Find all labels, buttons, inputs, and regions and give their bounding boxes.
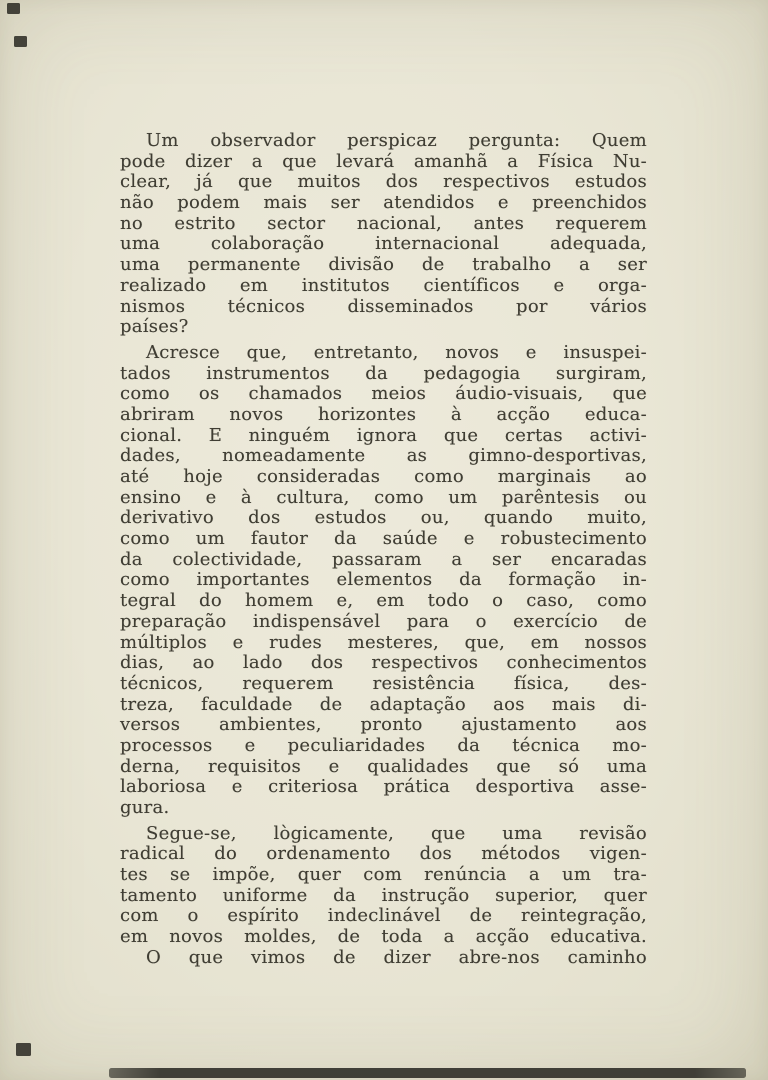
text-line: tados instrumentos da pedagogia surgiram,: [120, 362, 647, 384]
text-line: em novos moldes, de toda a acção educativa.: [120, 926, 647, 948]
text-line: uma permanente divisão de trabalho a ser: [120, 254, 647, 276]
text-line: abriram novos horizontes à acção educa-: [120, 403, 647, 425]
text-line: preparação indispensável para o exercício de: [120, 610, 647, 632]
text-line: nismos técnicos disseminados por vários: [120, 295, 647, 317]
text-line: no estrito sector nacional, antes requerem: [120, 212, 647, 234]
text-line: tes se impõe, quer com renúncia a um tra-: [120, 864, 647, 886]
text-line: O que vimos de dizer abre-nos caminho: [146, 946, 647, 968]
text-line: treza, faculdade de adaptação aos mais di-: [120, 693, 647, 715]
text-line: técnicos, requerem resistência física, des-: [120, 672, 647, 694]
paragraph: [120, 343, 647, 819]
text-line: com o espírito indeclinável de reintegração,: [120, 905, 647, 927]
paragraph: [120, 131, 647, 338]
page-text-block: [120, 131, 647, 969]
text-line: países?: [120, 316, 189, 338]
text-line: ensino e à cultura, como um parêntesis ou: [120, 486, 647, 508]
text-line: dias, ao lado dos respectivos conhecimentos: [120, 652, 647, 674]
text-line: da colectividade, passaram a ser encaradas: [120, 548, 647, 570]
ink-mark-top-left-1: [7, 3, 20, 14]
text-line: tegral do homem e, em todo o caso, como: [120, 590, 647, 612]
text-line: derivativo dos estudos ou, quando muito,: [120, 507, 647, 529]
text-line: derna, requisitos e qualidades que só uma: [120, 755, 647, 777]
scan-shadow-bottom-bar: [109, 1068, 746, 1078]
text-line: dades, nomeadamente as gimno-desportivas,: [120, 445, 647, 467]
text-line: como um fautor da saúde e robustecimento: [120, 528, 647, 550]
paragraph: [120, 948, 647, 969]
text-line: radical do ordenamento dos métodos vigen-: [120, 843, 647, 865]
text-line: como importantes elementos da formação in-: [120, 569, 647, 591]
text-line: laboriosa e criteriosa prática desportiva asse-: [120, 776, 647, 798]
text-line: até hoje consideradas como marginais ao: [120, 466, 647, 487]
ink-mark-bottom-left: [16, 1043, 31, 1056]
text-line: uma colaboração internacional adequada,: [120, 233, 647, 255]
text-line: múltiplos e rudes mesteres, que, em nossos: [120, 631, 647, 653]
text-line: gura.: [120, 797, 170, 818]
text-line: não podem mais ser atendidos e preenchidos: [120, 192, 647, 214]
text-line: pode dizer a que levará amanhã a Física Nu-: [120, 150, 647, 172]
text-line: realizado em institutos científicos e orga-: [120, 274, 647, 296]
text-line: como os chamados meios áudio-visuais, que: [120, 383, 647, 405]
text-line: Acresce que, entretanto, novos e insuspei-: [146, 341, 647, 363]
text-line: clear, já que muitos dos respectivos estudos: [120, 171, 647, 193]
paragraph: [120, 824, 647, 948]
text-line: processos e peculiaridades da técnica mo-: [120, 734, 647, 756]
ink-mark-top-left-2: [14, 36, 27, 47]
text-line: cional. E ninguém ignora que certas activi-: [120, 424, 647, 446]
text-line: tamento uniforme da instrução superior, quer: [120, 884, 647, 906]
text-line: Segue-se, lògicamente, que uma revisão: [146, 822, 647, 844]
text-line: versos ambientes, pronto ajustamento aos: [120, 714, 647, 736]
text-line: Um observador perspicaz pergunta: Quem: [146, 130, 647, 151]
